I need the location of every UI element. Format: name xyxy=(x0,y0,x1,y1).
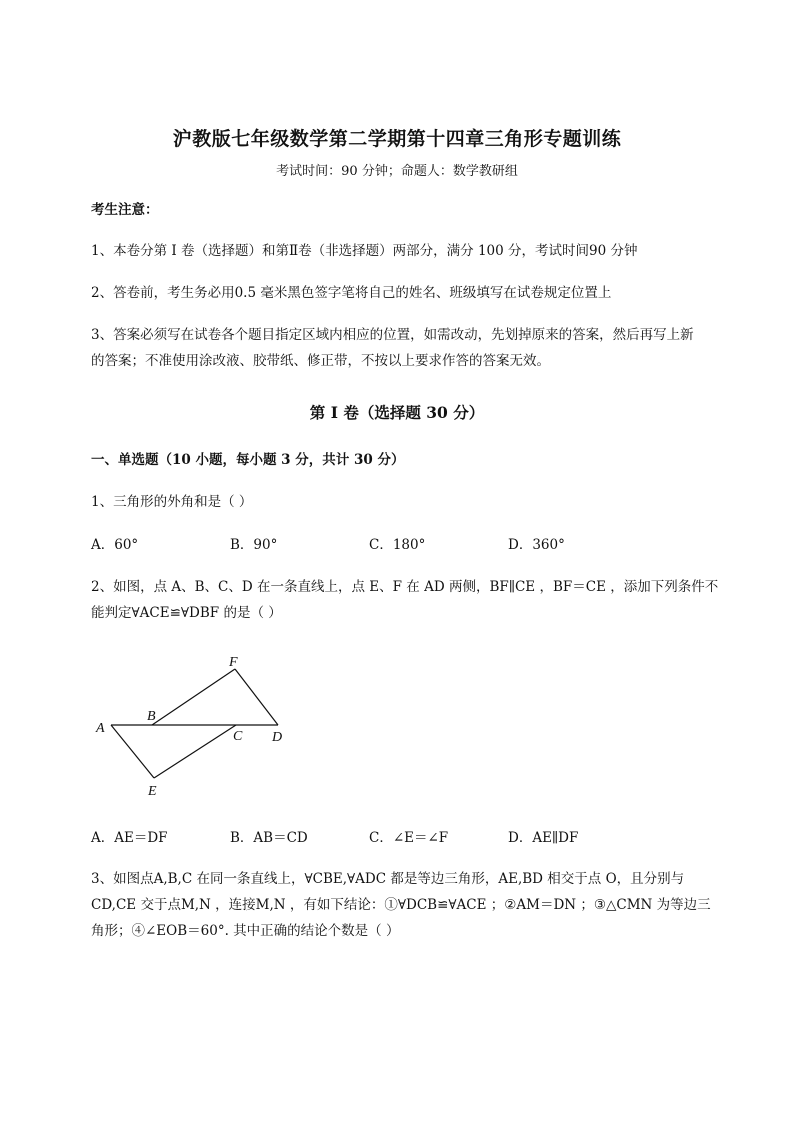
point-label-a: A xyxy=(96,721,105,736)
question-3-stem-line-1: 3、如图点A,B,C 在同一条直线上，∀CBE,∀ADC 都是等边三角形，AE,BD 相交于点 O，且分别与 xyxy=(91,871,685,887)
notice-item-3-line-2: 的答案；不准使用涂改液、胶带纸、修正带，不按以上要求作答的答案无效。 xyxy=(91,353,550,369)
question-1-option-c: C．180° xyxy=(369,537,426,553)
notice-heading: 考生注意： xyxy=(91,202,159,218)
notice-item-1: 1、本卷分第 I 卷（选择题）和第Ⅱ卷（非选择题）两部分，满分 100 分，考试时间90 分钟 xyxy=(91,243,638,259)
question-1-option-b: B．90° xyxy=(230,537,278,553)
notice-item-3-line-1: 3、答案必须写在试卷各个题目指定区域内相应的位置，如需改动，先划掉原来的答案，然后再写上新 xyxy=(91,327,694,343)
question-2-option-b: B．AB＝CD xyxy=(230,830,308,846)
question-3-stem-line-3: 角形；④∠EOB＝60°. 其中正确的结论个数是（ ） xyxy=(91,923,400,939)
question-1-stem: 1、三角形的外角和是（ ） xyxy=(91,494,253,510)
point-label-e: E xyxy=(148,784,157,799)
question-3-stem-line-2: CD,CE 交于点M,N ，连接M,N ，有如下结论：①∀DCB≌∀ACE ；②AM＝DN ；③△CMN 为等边三 xyxy=(91,897,711,913)
segment-bf xyxy=(152,669,235,725)
document-subtitle: 考试时间：90 分钟；命题人：数学教研组 xyxy=(276,164,518,179)
question-2-option-c: C．∠E＝∠F xyxy=(369,830,449,846)
question-2-stem-line-1: 2、如图，点 A、B、C、D 在一条直线上，点 E、F 在 AD 两侧，BF∥CE ，BF＝CE ，添加下列条件不 xyxy=(91,579,719,595)
section-title: 第 I 卷（选择题 30 分） xyxy=(309,403,485,422)
question-2-option-d: D．AE∥DF xyxy=(508,830,579,846)
point-label-d: D xyxy=(272,730,283,745)
document-title: 沪教版七年级数学第二学期第十四章三角形专题训练 xyxy=(172,128,622,150)
notice-item-2: 2、答卷前，考生务必用0.5 毫米黑色签字笔将自己的姓名、班级填写在试卷规定位置上 xyxy=(91,285,612,301)
question-1-option-d: D．360° xyxy=(508,537,565,553)
question-1-option-a: A．60° xyxy=(91,537,139,553)
point-label-f: F xyxy=(229,655,238,670)
segment-fd xyxy=(235,669,278,725)
point-label-c: C xyxy=(233,729,243,744)
segment-ec xyxy=(154,725,236,778)
question-2-stem-line-2: 能判定∀ACE≌∀DBF 的是（ ） xyxy=(91,605,282,621)
segment-ae xyxy=(111,725,154,778)
question-2-option-a: A．AE＝DF xyxy=(91,830,168,846)
point-label-b: B xyxy=(147,709,156,724)
part-heading: 一、单选题（10 小题，每小题 3 分，共计 30 分） xyxy=(91,452,405,468)
question-2-figure xyxy=(90,650,300,800)
